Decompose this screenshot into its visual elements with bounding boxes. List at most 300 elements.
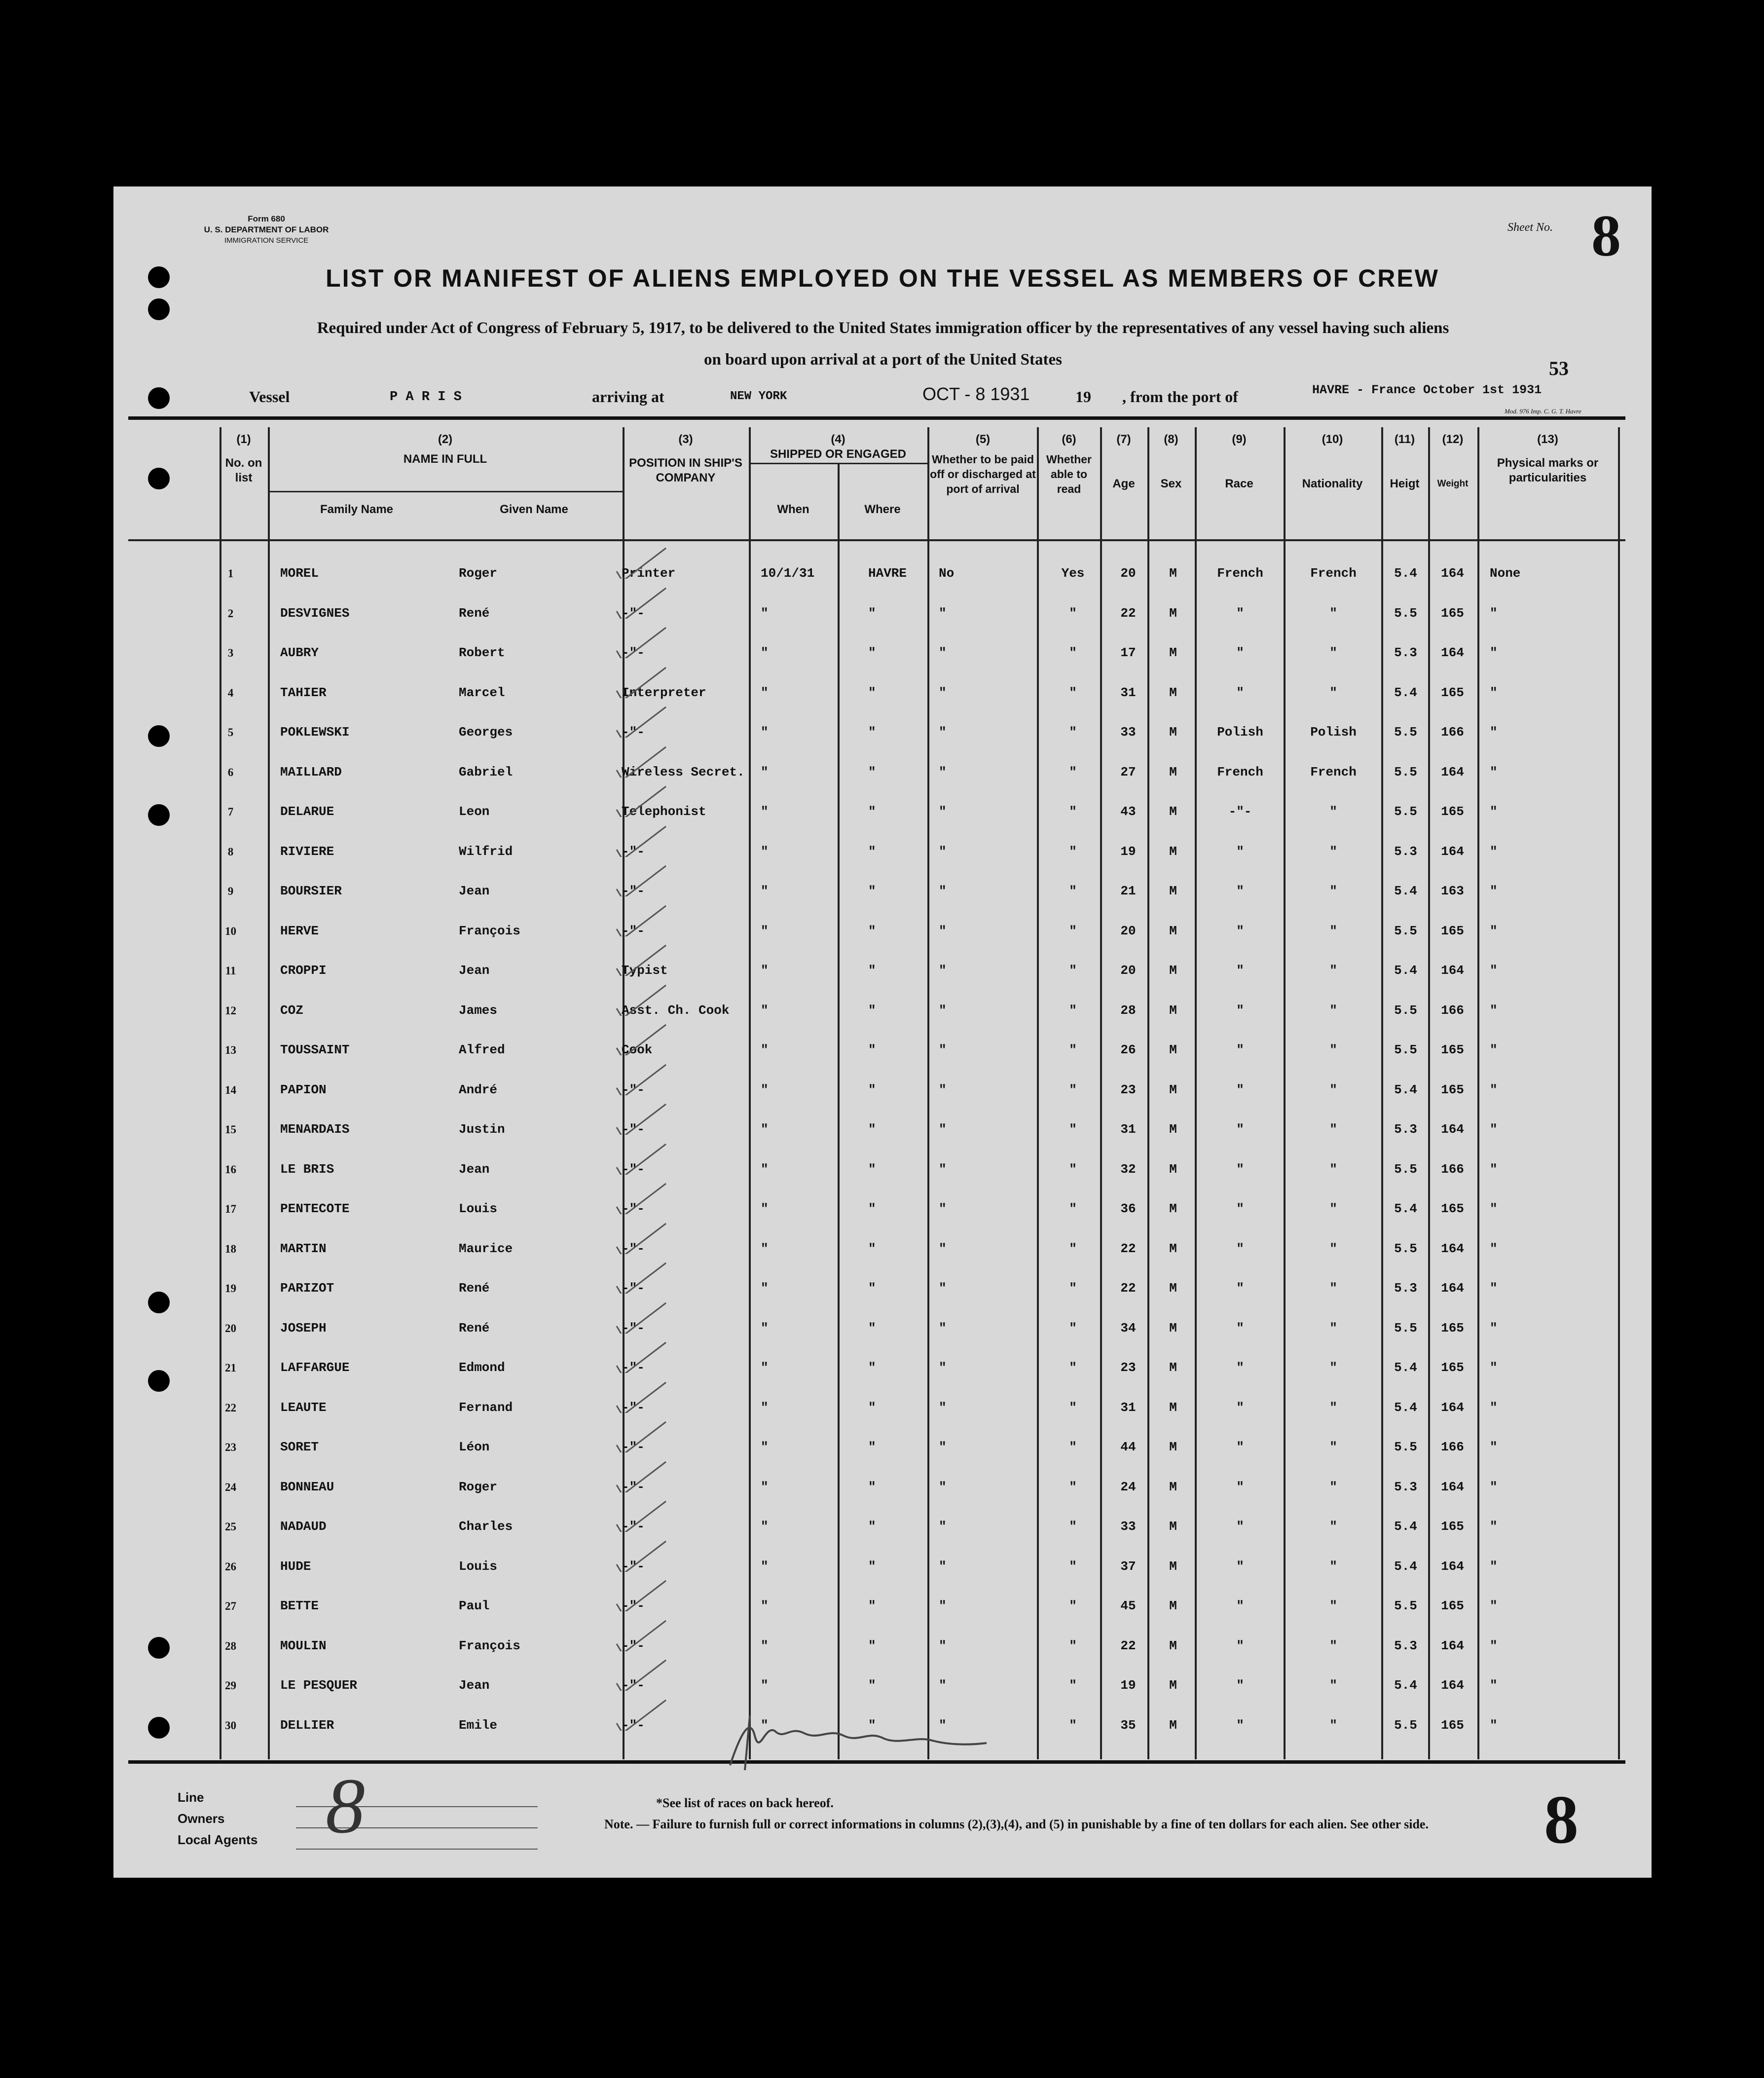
check-mark-icon [607, 584, 676, 619]
shipped-where-cell: " [868, 963, 876, 978]
top-rule [128, 416, 1625, 420]
table-row [113, 951, 1652, 990]
page-number: 53 [1549, 357, 1569, 379]
age-cell: 26 [1120, 1042, 1136, 1057]
family-name-cell: DESVIGNES [280, 605, 350, 621]
given-name-cell: Jean [459, 884, 490, 898]
col7-number: (7) [1116, 433, 1131, 446]
list-number-cell: 15 [225, 1123, 236, 1136]
age-cell: 23 [1120, 1360, 1136, 1375]
shipped-where-cell: " [868, 1598, 876, 1613]
given-name-cell: François [459, 1638, 520, 1653]
height-cell: 5.5 [1394, 1042, 1417, 1057]
weight-cell: 165 [1441, 1360, 1464, 1375]
shipped-where-cell: HAVRE [868, 566, 907, 581]
binder-hole [148, 804, 170, 826]
position-cell: -"- [622, 1122, 645, 1137]
table-row [113, 1468, 1652, 1507]
sex-cell: M [1169, 1678, 1177, 1693]
check-mark-icon [607, 1140, 676, 1175]
height-cell: 5.3 [1394, 1281, 1417, 1296]
inspector-signature [720, 1706, 996, 1775]
race-cell: " [1236, 1161, 1244, 1177]
able-to-read-cell: " [1069, 725, 1077, 740]
able-to-read-cell: " [1069, 804, 1077, 819]
height-cell: 5.4 [1394, 685, 1417, 700]
height-cell: 5.5 [1394, 1241, 1417, 1256]
col1-header: No. on list [225, 456, 262, 484]
able-to-read-cell: " [1069, 1558, 1077, 1574]
check-mark-icon [607, 1577, 676, 1611]
weight-cell: 164 [1441, 566, 1464, 581]
check-mark-icon [607, 1338, 676, 1373]
col12-header: Weight [1437, 479, 1469, 489]
list-number-cell: 1 [227, 567, 234, 580]
age-cell: 35 [1120, 1717, 1136, 1733]
col8-header: Sex [1160, 477, 1182, 490]
position-cell: -"- [622, 605, 645, 621]
able-to-read-cell: " [1069, 963, 1077, 978]
vessel-name: P A R I S [390, 390, 462, 405]
age-cell: 34 [1120, 1320, 1136, 1336]
weight-cell: 164 [1441, 963, 1464, 978]
given-name-cell: Roger [459, 566, 498, 581]
subtitle-line-1: Required under Act of Congress of February 5, 1917, to be delivered to the United States immigration officer by the representatives of any vessel having such aliens [317, 319, 1449, 337]
family-name-cell: LAFFARGUE [280, 1360, 350, 1375]
shipped-where-cell: " [868, 1002, 876, 1018]
nationality-cell: " [1329, 1479, 1337, 1494]
shipped-when-cell: " [761, 1479, 769, 1494]
arriving-port: NEW YORK [730, 390, 787, 403]
weight-cell: 164 [1441, 1241, 1464, 1256]
list-number-cell: 17 [225, 1203, 236, 1215]
physical-marks-cell: " [1490, 1122, 1498, 1137]
check-mark-icon [607, 862, 676, 896]
shipped-when-cell: " [761, 963, 769, 978]
shipped-when-cell: " [761, 1678, 769, 1693]
table-row [113, 1269, 1652, 1308]
age-cell: 22 [1120, 1638, 1136, 1653]
age-cell: 19 [1120, 844, 1136, 859]
race-cell: " [1236, 1002, 1244, 1018]
able-to-read-cell: " [1069, 1717, 1077, 1733]
list-number-cell: 26 [225, 1560, 236, 1573]
race-cell: " [1236, 1122, 1244, 1137]
list-number-cell: 3 [227, 647, 234, 659]
paid-off-cell: " [939, 764, 947, 779]
shipped-when-cell: 10/1/31 [761, 566, 815, 581]
race-cell: " [1236, 1082, 1244, 1097]
check-mark-icon [607, 822, 676, 857]
col10-header: Nationality [1302, 477, 1363, 490]
col7-header: Age [1112, 477, 1135, 490]
height-cell: 5.4 [1394, 1519, 1417, 1534]
sex-cell: M [1169, 764, 1177, 779]
paid-off-cell: " [939, 844, 947, 859]
check-mark-icon [607, 941, 676, 976]
shipped-when-cell: " [761, 1558, 769, 1574]
race-cell: " [1236, 844, 1244, 859]
position-cell: Typist [622, 963, 668, 978]
race-cell: " [1236, 1360, 1244, 1375]
paid-off-cell: " [939, 1717, 947, 1733]
height-cell: 5.5 [1394, 923, 1417, 938]
able-to-read-cell: " [1069, 1281, 1077, 1296]
age-cell: 22 [1120, 1281, 1136, 1296]
check-mark-icon [607, 1617, 676, 1651]
shipped-when-cell: " [761, 1002, 769, 1018]
height-cell: 5.5 [1394, 804, 1417, 819]
shipped-where-cell: " [868, 605, 876, 621]
nationality-cell: " [1329, 1717, 1337, 1733]
position-cell: -"- [622, 725, 645, 740]
col9-header: Race [1225, 477, 1253, 490]
paid-off-cell: " [939, 1002, 947, 1018]
position-cell: Asst. Ch. Cook [622, 1002, 730, 1018]
shipped-when-cell: " [761, 1598, 769, 1613]
col11-number: (11) [1394, 433, 1415, 446]
nationality-cell: " [1329, 605, 1337, 621]
nationality-cell: " [1329, 963, 1337, 978]
col6-header: Whether able to read [1046, 453, 1092, 495]
list-number-cell: 22 [225, 1401, 236, 1414]
list-number-cell: 12 [225, 1004, 236, 1017]
binder-hole [148, 1637, 170, 1659]
given-name-cell: Léon [459, 1440, 490, 1454]
race-cell: " [1236, 884, 1244, 898]
sex-cell: M [1169, 1519, 1177, 1534]
age-cell: 24 [1120, 1479, 1136, 1494]
shipped-where-cell: " [868, 923, 876, 938]
sex-cell: M [1169, 1638, 1177, 1653]
family-name-cell: MARTIN [280, 1241, 327, 1256]
given-name-cell: François [459, 923, 520, 938]
family-name-cell: PENTECOTE [280, 1201, 350, 1216]
check-mark-icon [607, 1100, 676, 1135]
height-cell: 5.4 [1394, 566, 1417, 581]
position-cell: -"- [622, 1201, 645, 1216]
sex-cell: M [1169, 1558, 1177, 1574]
height-cell: 5.3 [1394, 1638, 1417, 1653]
given-name-cell: René [459, 605, 490, 621]
paid-off-cell: " [939, 1360, 947, 1375]
vessel-label: Vessel [249, 388, 290, 406]
col2-number: (2) [438, 433, 453, 446]
given-name-cell: Wilfrid [459, 844, 513, 859]
age-cell: 22 [1120, 605, 1136, 621]
paid-off-cell: " [939, 1281, 947, 1296]
weight-cell: 165 [1441, 605, 1464, 621]
family-name-cell: JOSEPH [280, 1320, 327, 1336]
weight-cell: 165 [1441, 1082, 1464, 1097]
weight-cell: 164 [1441, 844, 1464, 859]
nationality-cell: " [1329, 1241, 1337, 1256]
able-to-read-cell: " [1069, 1360, 1077, 1375]
date-stamp: OCT - 8 1931 [922, 384, 1030, 404]
family-name-cell: LE PESQUER [280, 1678, 358, 1693]
position-cell: -"- [622, 1161, 645, 1177]
col5-header: Whether to be paid off or discharged at port of arrival [930, 453, 1036, 495]
family-name-cell: HUDE [280, 1558, 311, 1574]
nationality-cell: " [1329, 1042, 1337, 1057]
position-cell: Cook [622, 1042, 653, 1057]
check-mark-icon [607, 664, 676, 698]
list-number-cell: 6 [227, 766, 234, 779]
race-cell: " [1236, 1638, 1244, 1653]
family-name-cell: MENARDAIS [280, 1122, 350, 1137]
given-name-cell: Emile [459, 1717, 498, 1733]
height-cell: 5.5 [1394, 725, 1417, 740]
table-row [113, 1428, 1652, 1467]
subtitle-line-2: on board upon arrival at a port of the United States [703, 351, 1063, 369]
able-to-read-cell: " [1069, 1002, 1077, 1018]
col12-number: (12) [1442, 433, 1464, 446]
sex-cell: M [1169, 1479, 1177, 1494]
shipped-when-cell: " [761, 1161, 769, 1177]
check-mark-icon [607, 1458, 676, 1492]
height-cell: 5.4 [1394, 963, 1417, 978]
age-cell: 44 [1120, 1440, 1136, 1454]
age-cell: 23 [1120, 1082, 1136, 1097]
position-cell: -"- [622, 1717, 645, 1733]
age-cell: 28 [1120, 1002, 1136, 1018]
physical-marks-cell: " [1490, 1241, 1498, 1256]
paid-off-cell: " [939, 685, 947, 700]
paid-off-cell: " [939, 884, 947, 898]
shipped-where-cell: " [868, 1440, 876, 1454]
list-number-cell: 13 [225, 1044, 236, 1056]
crew-table [113, 554, 1652, 1748]
col4-where-header: Where [864, 503, 901, 516]
position-cell: -"- [622, 1241, 645, 1256]
nationality-cell: " [1329, 1558, 1337, 1574]
height-cell: 5.4 [1394, 1360, 1417, 1375]
given-name-cell: Fernand [459, 1400, 513, 1415]
able-to-read-cell: " [1069, 1042, 1077, 1057]
list-number-cell: 23 [225, 1441, 236, 1453]
given-name-cell: Jean [459, 1161, 490, 1177]
able-to-read-cell: " [1069, 923, 1077, 938]
physical-marks-cell: " [1490, 1201, 1498, 1216]
physical-marks-cell: " [1490, 963, 1498, 978]
family-name-cell: TOUSSAINT [280, 1042, 350, 1057]
nationality-cell: " [1329, 1002, 1337, 1018]
shipped-where-cell: " [868, 884, 876, 898]
printer-mark: Mod. 976 Imp. C. G. T. Havre [1505, 408, 1581, 415]
list-number-cell: 2 [227, 607, 234, 620]
position-cell: -"- [622, 1558, 645, 1574]
nationality-cell: " [1329, 1678, 1337, 1693]
list-number-cell: 24 [225, 1481, 236, 1493]
paid-off-cell: " [939, 1638, 947, 1653]
paid-off-cell: No [939, 566, 955, 581]
position-cell: -"- [622, 1281, 645, 1296]
check-mark-icon [607, 1180, 676, 1214]
weight-cell: 165 [1441, 1320, 1464, 1336]
paid-off-cell: " [939, 1201, 947, 1216]
given-name-cell: Paul [459, 1598, 490, 1613]
family-name-cell: TAHIER [280, 685, 327, 700]
binder-hole [148, 725, 170, 747]
check-mark-icon [607, 1537, 676, 1572]
height-cell: 5.3 [1394, 844, 1417, 859]
service-name: IMMIGRATION SERVICE [224, 236, 309, 245]
nationality-cell: " [1329, 1122, 1337, 1137]
physical-marks-cell: " [1490, 1281, 1498, 1296]
nationality-cell: " [1329, 844, 1337, 859]
paid-off-cell: " [939, 605, 947, 621]
physical-marks-cell: " [1490, 764, 1498, 779]
list-number-cell: 4 [227, 686, 234, 699]
table-row [113, 1110, 1652, 1149]
family-name-cell: SORET [280, 1440, 319, 1454]
check-mark-icon [607, 743, 676, 778]
race-cell: " [1236, 963, 1244, 978]
physical-marks-cell: " [1490, 1002, 1498, 1018]
height-cell: 5.3 [1394, 1479, 1417, 1494]
col10-number: (10) [1322, 433, 1343, 446]
sex-cell: M [1169, 1320, 1177, 1336]
paid-off-cell: " [939, 1122, 947, 1137]
paid-off-cell: " [939, 1241, 947, 1256]
sex-cell: M [1169, 1717, 1177, 1733]
physical-marks-cell: " [1490, 1400, 1498, 1415]
shipped-where-cell: " [868, 1281, 876, 1296]
physical-marks-cell: " [1490, 1678, 1498, 1693]
list-number-cell: 5 [227, 726, 234, 739]
list-number-cell: 16 [225, 1163, 236, 1176]
shipped-where-cell: " [868, 1360, 876, 1375]
weight-cell: 164 [1441, 1122, 1464, 1137]
physical-marks-cell: " [1490, 1042, 1498, 1057]
able-to-read-cell: " [1069, 1440, 1077, 1454]
race-cell: " [1236, 923, 1244, 938]
shipped-when-cell: " [761, 884, 769, 898]
col4-header: SHIPPED OR ENGAGED [770, 447, 907, 461]
able-to-read-cell: " [1069, 645, 1077, 660]
shipped-when-cell: " [761, 1042, 769, 1057]
shipped-where-cell: " [868, 1122, 876, 1137]
form-identifier [163, 214, 370, 246]
race-cell: -"- [1228, 804, 1252, 819]
sex-cell: M [1169, 1042, 1177, 1057]
table-row [113, 673, 1652, 712]
table-row [113, 753, 1652, 792]
position-cell: Printer [622, 566, 676, 581]
shipped-where-cell: " [868, 1678, 876, 1693]
height-cell: 5.5 [1394, 1440, 1417, 1454]
sex-cell: M [1169, 1002, 1177, 1018]
race-cell: French [1217, 566, 1263, 581]
list-number-cell: 20 [225, 1322, 236, 1335]
given-name-cell: Marcel [459, 685, 505, 700]
check-mark-icon [607, 1061, 676, 1095]
position-cell: -"- [622, 1598, 645, 1613]
age-cell: 31 [1120, 1122, 1136, 1137]
paid-off-cell: " [939, 963, 947, 978]
list-number-cell: 18 [225, 1242, 236, 1255]
given-name-cell: Jean [459, 963, 490, 978]
weight-cell: 165 [1441, 1042, 1464, 1057]
position-cell: -"- [622, 1360, 645, 1375]
nationality-cell: " [1329, 884, 1337, 898]
shipped-when-cell: " [761, 605, 769, 621]
manifest-sheet [113, 186, 1652, 1878]
family-name-cell: NADAUD [280, 1519, 327, 1534]
position-cell: -"- [622, 844, 645, 859]
shipped-where-cell: " [868, 764, 876, 779]
check-mark-icon [607, 1259, 676, 1294]
sheet-number: 8 [1591, 203, 1621, 268]
weight-cell: 166 [1441, 1440, 1464, 1454]
able-to-read-cell: " [1069, 1201, 1077, 1216]
given-name-cell: André [459, 1082, 498, 1097]
table-row [113, 1309, 1652, 1348]
bottom-sheet-number: 8 [1544, 1781, 1579, 1858]
age-cell: 27 [1120, 764, 1136, 779]
nationality-cell: " [1329, 1082, 1337, 1097]
height-cell: 5.3 [1394, 645, 1417, 660]
given-name-cell: Edmond [459, 1360, 505, 1375]
shipped-when-cell: " [761, 1122, 769, 1137]
physical-marks-cell: " [1490, 1082, 1498, 1097]
col2-given-header: Given Name [500, 503, 568, 516]
shipped-where-cell: " [868, 645, 876, 660]
family-name-cell: DELLIER [280, 1717, 334, 1733]
department-name: U. S. DEPARTMENT OF LABOR [204, 225, 329, 234]
col2-header: NAME IN FULL [403, 452, 487, 466]
paid-off-cell: " [939, 1598, 947, 1613]
race-cell: " [1236, 1440, 1244, 1454]
binder-hole [148, 298, 170, 320]
height-cell: 5.4 [1394, 1082, 1417, 1097]
paid-off-cell: " [939, 1320, 947, 1336]
position-cell: -"- [622, 1440, 645, 1454]
sex-cell: M [1169, 566, 1177, 581]
able-to-read-cell: " [1069, 1122, 1077, 1137]
able-to-read-cell: " [1069, 764, 1077, 779]
sex-cell: M [1169, 605, 1177, 621]
list-number-cell: 7 [227, 806, 234, 818]
list-number-cell: 11 [225, 965, 236, 977]
col13-header: Physical marks or particularities [1497, 456, 1599, 484]
check-mark-icon [607, 624, 676, 658]
table-row [113, 912, 1652, 951]
physical-marks-cell: " [1490, 1598, 1498, 1613]
family-name-cell: MAILLARD [280, 764, 342, 779]
check-mark-icon [607, 1656, 676, 1691]
shipped-when-cell: " [761, 1717, 769, 1733]
shipped-when-cell: " [761, 1638, 769, 1653]
binder-hole [148, 266, 170, 288]
paid-off-cell: " [939, 645, 947, 660]
physical-marks-cell: " [1490, 1360, 1498, 1375]
paid-off-cell: " [939, 804, 947, 819]
shipped-where-cell: " [868, 1082, 876, 1097]
sex-cell: M [1169, 1281, 1177, 1296]
check-mark-icon [607, 1696, 676, 1731]
table-row [113, 594, 1652, 633]
family-name-cell: RIVIERE [280, 844, 334, 859]
family-name-cell: POKLEWSKI [280, 725, 350, 740]
race-cell: " [1236, 685, 1244, 700]
height-cell: 5.5 [1394, 605, 1417, 621]
shipped-when-cell: " [761, 685, 769, 700]
physical-marks-cell: " [1490, 1320, 1498, 1336]
nationality-cell: French [1310, 764, 1357, 779]
family-name-cell: LEAUTE [280, 1400, 327, 1415]
family-name-cell: BONNEAU [280, 1479, 334, 1494]
